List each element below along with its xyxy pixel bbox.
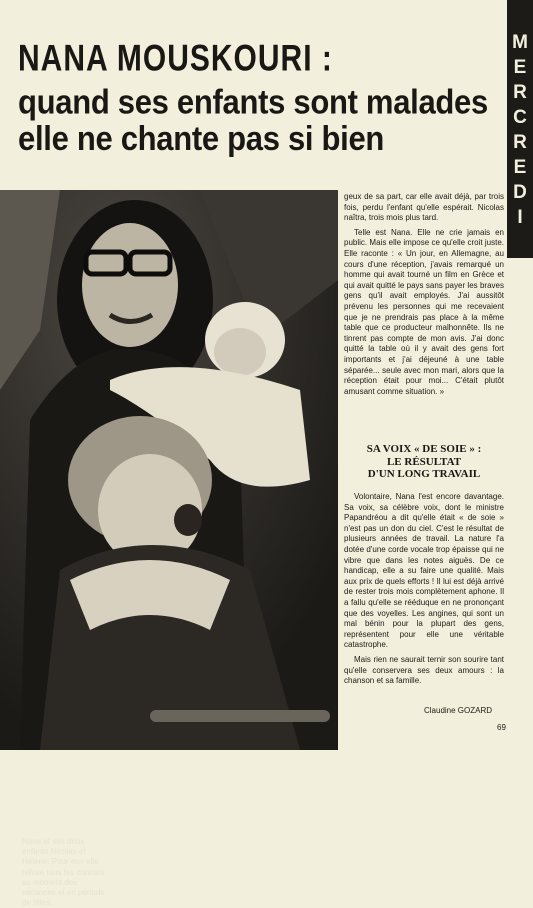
paragraph: Telle est Nana. Elle ne crie jamais en public. Mais elle impose ce qu'elle croit juste. Elle raconte : « Un jour, en Allemagne, au cours d'une réception, j'avais remarqué un homme qui avait tourné un film en Grèce et qui avait quitté le pays sans payer les braves gens qu'il avait employés. J'ai aussitôt prévenu les personnes qui me recevaient que je ne prendrais pas place à la même table que ce producteur malhonnête. Ils ne tinrent pas compte de mon avis. J'ai donc quitté la table où il y avait des gens fort importants et j'ai déjeuné à une table séparée... seule avec mon mari, alors que la réception était pour moi... C'était plutôt amusant comme situation. » [344,227,504,396]
day-letter: C [513,107,527,128]
day-tab [507,0,533,258]
paragraph: Volontaire, Nana l'est encore davantage. Sa voix, sa célèbre voix, dont le ministre Papandréou a dit qu'elle était « de soie » n'est pas un don du ciel. C'est le résultat de plusieurs années de travail. La nature l'a dotée d'une corde vocale trop épaisse qui ne vibre que dans les notes aiguës. De ce handicap, elle a su faire une qualité. Mais aux prix de quels efforts ! Il lui est déjà arrivé de rester trois mois complètement aphone. Il a fallu qu'elle se rééduque en ne prononçant que des voyelles. Les angines, qui sont un mal bénin pour la plupart des gens, représentent pour elle une véritable catastrophe. [344,492,504,650]
photo-caption: Nana et ses deux enfants Nicolas et Hélène. Pour eux elle refuse tous les contrats au moment des vacances et en période de fêtes. [22,837,105,908]
subheadline-line-1: quand ses enfants sont malades [18,82,488,122]
day-letter: I [517,207,523,228]
day-letter: E [513,157,527,178]
author-byline: Claudine GOZARD [424,706,493,715]
paragraph: Mais rien ne saurait ternir son sourire tant qu'elle conservera ses deux amours : la chanson et sa famille. [344,654,504,686]
day-letter: E [513,57,527,78]
page-number: 69 [497,723,506,732]
day-letter: R [513,82,527,103]
article-subheadline [18,84,488,157]
article-column-1 [344,192,504,401]
photo-illustration [0,190,338,750]
section-title-line-2: LE RÉSULTAT [386,455,462,468]
article-column-2 [344,492,504,691]
subheadline-line-2: elle ne chante pas si bien [18,119,385,158]
day-letter: M [512,32,528,53]
day-letter: R [513,132,527,153]
section-title-line-3: D'UN LONG TRAVAIL [367,468,481,480]
article-headline: NANA MOUSKOURI : [18,38,333,80]
family-photo [0,190,338,908]
section-title-line-1: SA VOIX « DE SOIE » : [366,443,482,455]
section-title [344,443,504,481]
day-letter: D [513,182,527,203]
paragraph: geux de sa part, car elle avait déjà, par trois fois, perdu l'enfant qu'elle espérait. Nicolas naîtra, trois mois plus tard. [344,192,504,223]
